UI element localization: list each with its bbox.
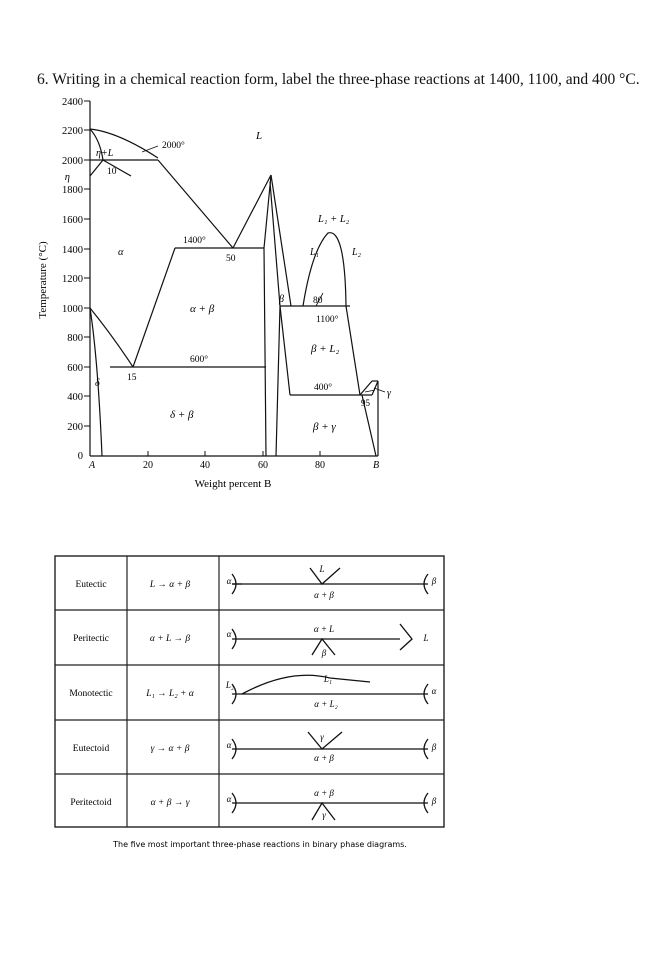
eutectoid-bottom: α + β: [314, 753, 334, 763]
peritectic-left: α: [226, 629, 232, 639]
label-400: 400°: [314, 383, 333, 393]
y-tick-800: 800: [67, 333, 83, 344]
label-beta-gamma: β + γ: [313, 421, 336, 433]
label-10: 10: [107, 167, 117, 177]
y-axis-label: Temperature (°C): [37, 241, 49, 319]
eutectic-left: α: [226, 576, 232, 586]
x-tick-80: 80: [315, 460, 325, 471]
x-tick-20: 20: [143, 460, 153, 471]
monotectic-right: α: [431, 686, 437, 696]
label-95: 95: [361, 398, 370, 408]
label-L1: L₁: [310, 247, 320, 258]
schematic-labels: [225, 564, 437, 820]
label-alpha: α: [118, 247, 124, 258]
reaction-name-peritectic: Peritectic: [73, 634, 109, 644]
eutectoid-right: β: [431, 742, 437, 752]
peritectoid-left: α: [226, 794, 232, 804]
y-tick-1600: 1600: [62, 215, 83, 226]
reaction-eq-eutectoid: γ → α + β: [150, 744, 190, 754]
reaction-eq-monotectic: L₁ → L₂ + α: [146, 689, 194, 699]
y-tick-1800: 1800: [62, 185, 83, 196]
y-tick-2400: 2400: [62, 97, 83, 108]
eutectic-right: β: [431, 576, 437, 586]
eutectic-bottom: α + β: [314, 590, 334, 600]
label-L: L: [256, 130, 263, 142]
label-alpha-beta: α + β: [190, 303, 215, 315]
label-600: 600°: [190, 355, 209, 365]
y-tick-1400: 1400: [62, 245, 83, 256]
peritectoid-top: α + β: [314, 788, 334, 798]
question-text: 6. Writing in a chemical reaction form, label the three-phase reactions at 1400, 1100, and 400 °C.: [37, 71, 640, 88]
label-15: 15: [127, 373, 137, 383]
label-gamma: γ: [387, 388, 391, 399]
y-tick-1000: 1000: [62, 304, 83, 315]
schematics: [232, 568, 428, 820]
y-tick-600: 600: [67, 363, 83, 374]
peritectic-top: α + L: [313, 624, 335, 634]
y-tick-2000: 2000: [62, 156, 83, 167]
reaction-name-monotectic: Monotectic: [69, 689, 113, 699]
label-eta-L: η+L: [96, 148, 114, 159]
table-frame: [55, 556, 444, 827]
reaction-eq-eutectic: L → α + β: [149, 580, 191, 590]
monotectic-top: L₁: [323, 674, 333, 684]
eutectic-top: L: [319, 564, 325, 574]
label-1100: 1100°: [316, 315, 339, 325]
y-tick-0: 0: [77, 451, 83, 462]
monotectic-left: L₂: [225, 680, 235, 690]
label-L2: L₂: [352, 247, 362, 258]
y-tick-2200: 2200: [62, 126, 83, 137]
table-caption: The five most important three-phase reactions in binary phase diagrams.: [113, 840, 407, 849]
reaction-eq-peritectic: α + L → β: [149, 634, 191, 644]
reaction-name-peritectoid: Peritectoid: [70, 798, 112, 808]
y-tick-eta: η: [64, 172, 70, 183]
label-delta: δ: [95, 378, 100, 389]
peritectoid-bottom: γ: [322, 810, 326, 820]
label-2000: 2000°: [162, 141, 185, 151]
label-50: 50: [226, 254, 236, 264]
label-delta-beta: δ + β: [170, 409, 194, 421]
label-beta-L2: β + L₂: [311, 343, 340, 355]
x-tick-B: B: [372, 460, 380, 471]
x-tick-40: 40: [200, 460, 210, 471]
label-80: 80: [313, 296, 323, 306]
label-L1-L2: L₁ + L₂: [318, 214, 350, 225]
monotectic-bottom: α + L₂: [314, 699, 338, 709]
peritectoid-right: β: [431, 796, 437, 806]
y-tick-1200: 1200: [62, 274, 83, 285]
reaction-name-eutectic: Eutectic: [75, 580, 107, 590]
x-tick-60: 60: [258, 460, 268, 471]
reaction-name-eutectoid: Eutectoid: [72, 744, 110, 754]
label-1400: 1400°: [183, 236, 206, 246]
x-axis-label: Weight percent B: [194, 478, 272, 490]
x-tick-A: A: [88, 460, 96, 471]
eutectoid-top: γ: [320, 732, 324, 742]
label-beta: β: [279, 294, 284, 305]
y-tick-200: 200: [67, 422, 83, 433]
peritectic-bottom: β: [321, 648, 327, 658]
eutectoid-left: α: [226, 740, 232, 750]
reaction-eq-peritectoid: α + β → γ: [150, 798, 190, 808]
y-tick-400: 400: [67, 392, 83, 403]
peritectic-right: L: [423, 633, 429, 643]
